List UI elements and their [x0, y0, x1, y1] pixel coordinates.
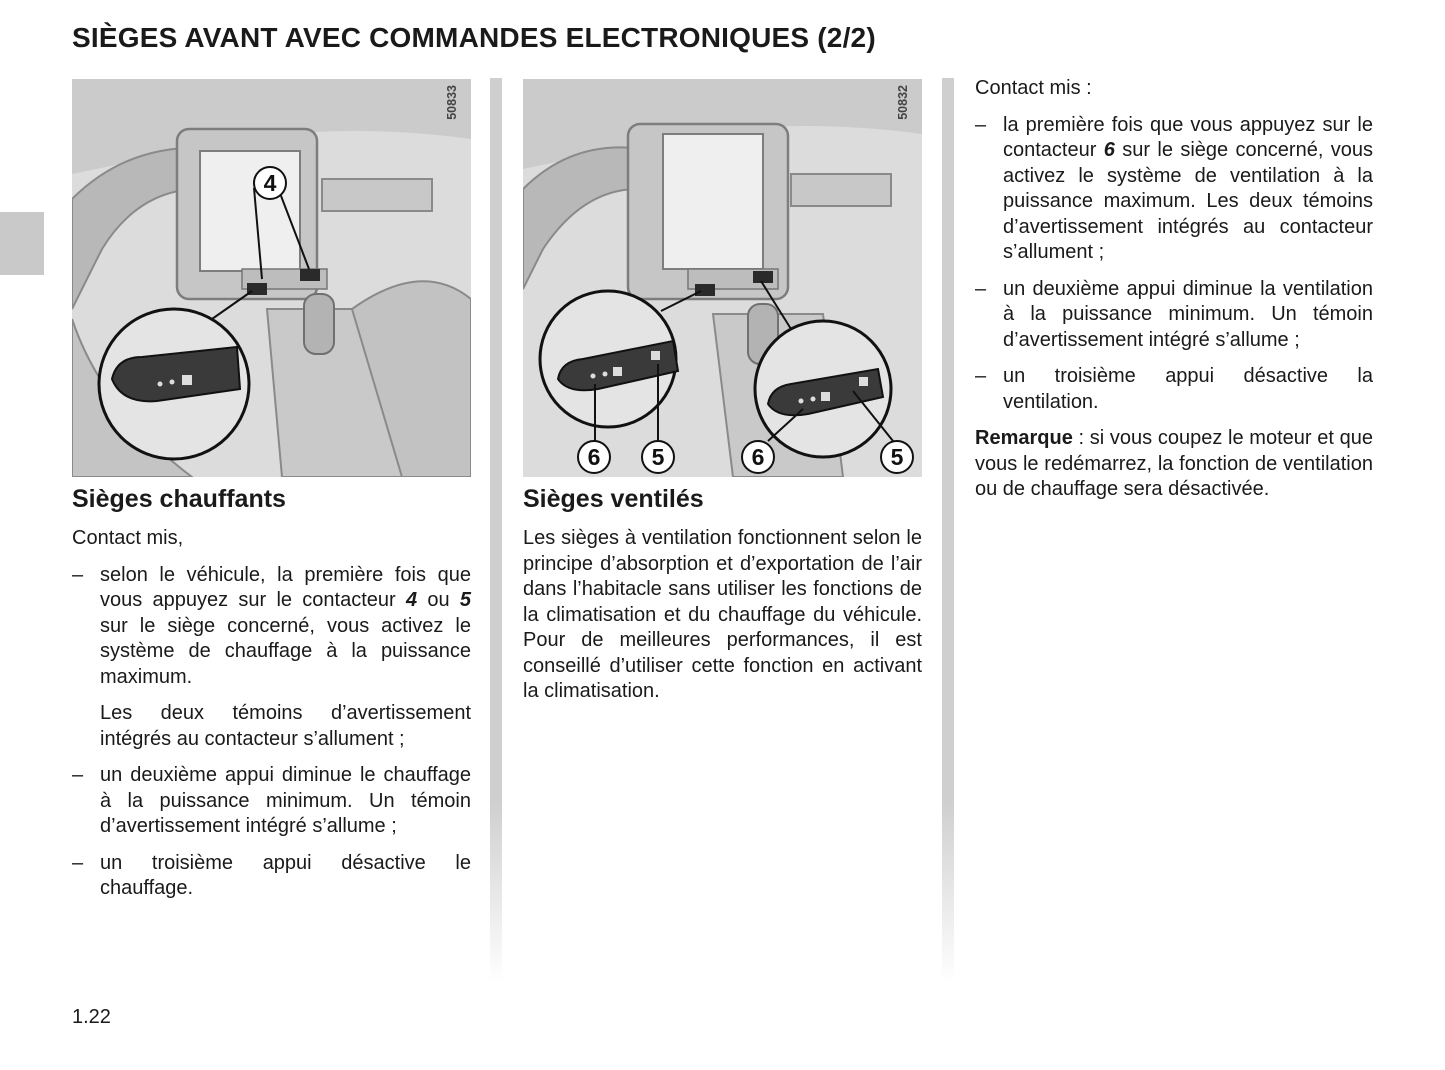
list-item: – un deuxième appui diminue le chauffage à la puissance minimum. Un témoin d’avertissement intégré s’allume ;	[72, 763, 471, 840]
ref-switch-6: 6	[1103, 139, 1115, 161]
callout-6: 6	[741, 440, 775, 474]
page-number: 1.22	[72, 1006, 111, 1028]
ref-switch-5: 5	[459, 589, 472, 611]
callout-5: 5	[641, 440, 675, 474]
ventilation-intro: Contact mis :	[975, 77, 1092, 99]
column-divider-2	[942, 78, 954, 983]
callout-4: 4	[253, 166, 287, 200]
page-title: SIÈGES AVANT AVEC COMMANDES ELECTRONIQUES (2/2)	[72, 22, 876, 53]
dashboard-illustration	[72, 79, 471, 477]
figure-heated-seat-switches	[72, 79, 471, 477]
ventilated-body: Les sièges à ventilation fonctionnent selon le principe d’absorption et d’exportation de l’air dans l’habitacle sans utiliser les fonctions de la climatisation et du chauffage du véhicule. Pour de meilleures performances, il est conseillé d’utiliser cette fonction en activant la climatisation.	[523, 527, 922, 702]
dashboard-illustration	[523, 79, 922, 477]
section-heading-heated-seats: Sièges chauffants	[72, 485, 286, 513]
column-left	[72, 79, 471, 913]
note-label: Remarque	[975, 427, 1073, 449]
section-heading-ventilated-seats: Sièges ventilés	[523, 485, 704, 513]
note: Remarque : si vous coupez le moteur et que vous le redémarrez, la fonction de ventilation ou de chauffage sera désactivée.	[975, 427, 1373, 500]
heated-steps-list	[72, 563, 471, 902]
figure-code: 50832	[895, 85, 910, 120]
list-item: – selon le véhicule, la première fois que vous appuyez sur le contacteur 4 ou 5 sur le siège concerné, vous activez le système de chauffage à la puissance maximum. Les deux témoins d’avertissement intégrés au contacteur s’allument ;	[72, 563, 471, 753]
column-middle	[523, 79, 922, 716]
column-divider-1	[490, 78, 502, 983]
list-item-subtext: Les deux témoins d’avertissement intégrés au contacteur s’allument ;	[100, 702, 471, 750]
callout-5: 5	[880, 440, 914, 474]
list-item: – un troisième appui désactive le chauffage.	[72, 851, 471, 902]
heated-intro: Contact mis,	[72, 527, 184, 549]
ventilation-steps-list	[975, 113, 1373, 416]
callout-6: 6	[577, 440, 611, 474]
list-item: – un deuxième appui diminue la ventilation à la puissance minimum. Un témoin d’avertissement intégré s’allume ;	[975, 277, 1373, 354]
column-right	[975, 76, 1373, 514]
ref-switch-4: 4	[405, 589, 418, 611]
figure-code: 50833	[444, 85, 459, 120]
chapter-tab	[0, 212, 44, 275]
list-item: – un troisième appui désactive la ventilation.	[975, 364, 1373, 415]
figure-ventilated-seat-switches	[523, 79, 922, 477]
list-item: – la première fois que vous appuyez sur le contacteur 6 sur le siège concerné, vous activez le système de ventilation à la puissance maximum. Les deux témoins d’avertissement intégrés au contacteur s’allument ;	[975, 113, 1373, 266]
